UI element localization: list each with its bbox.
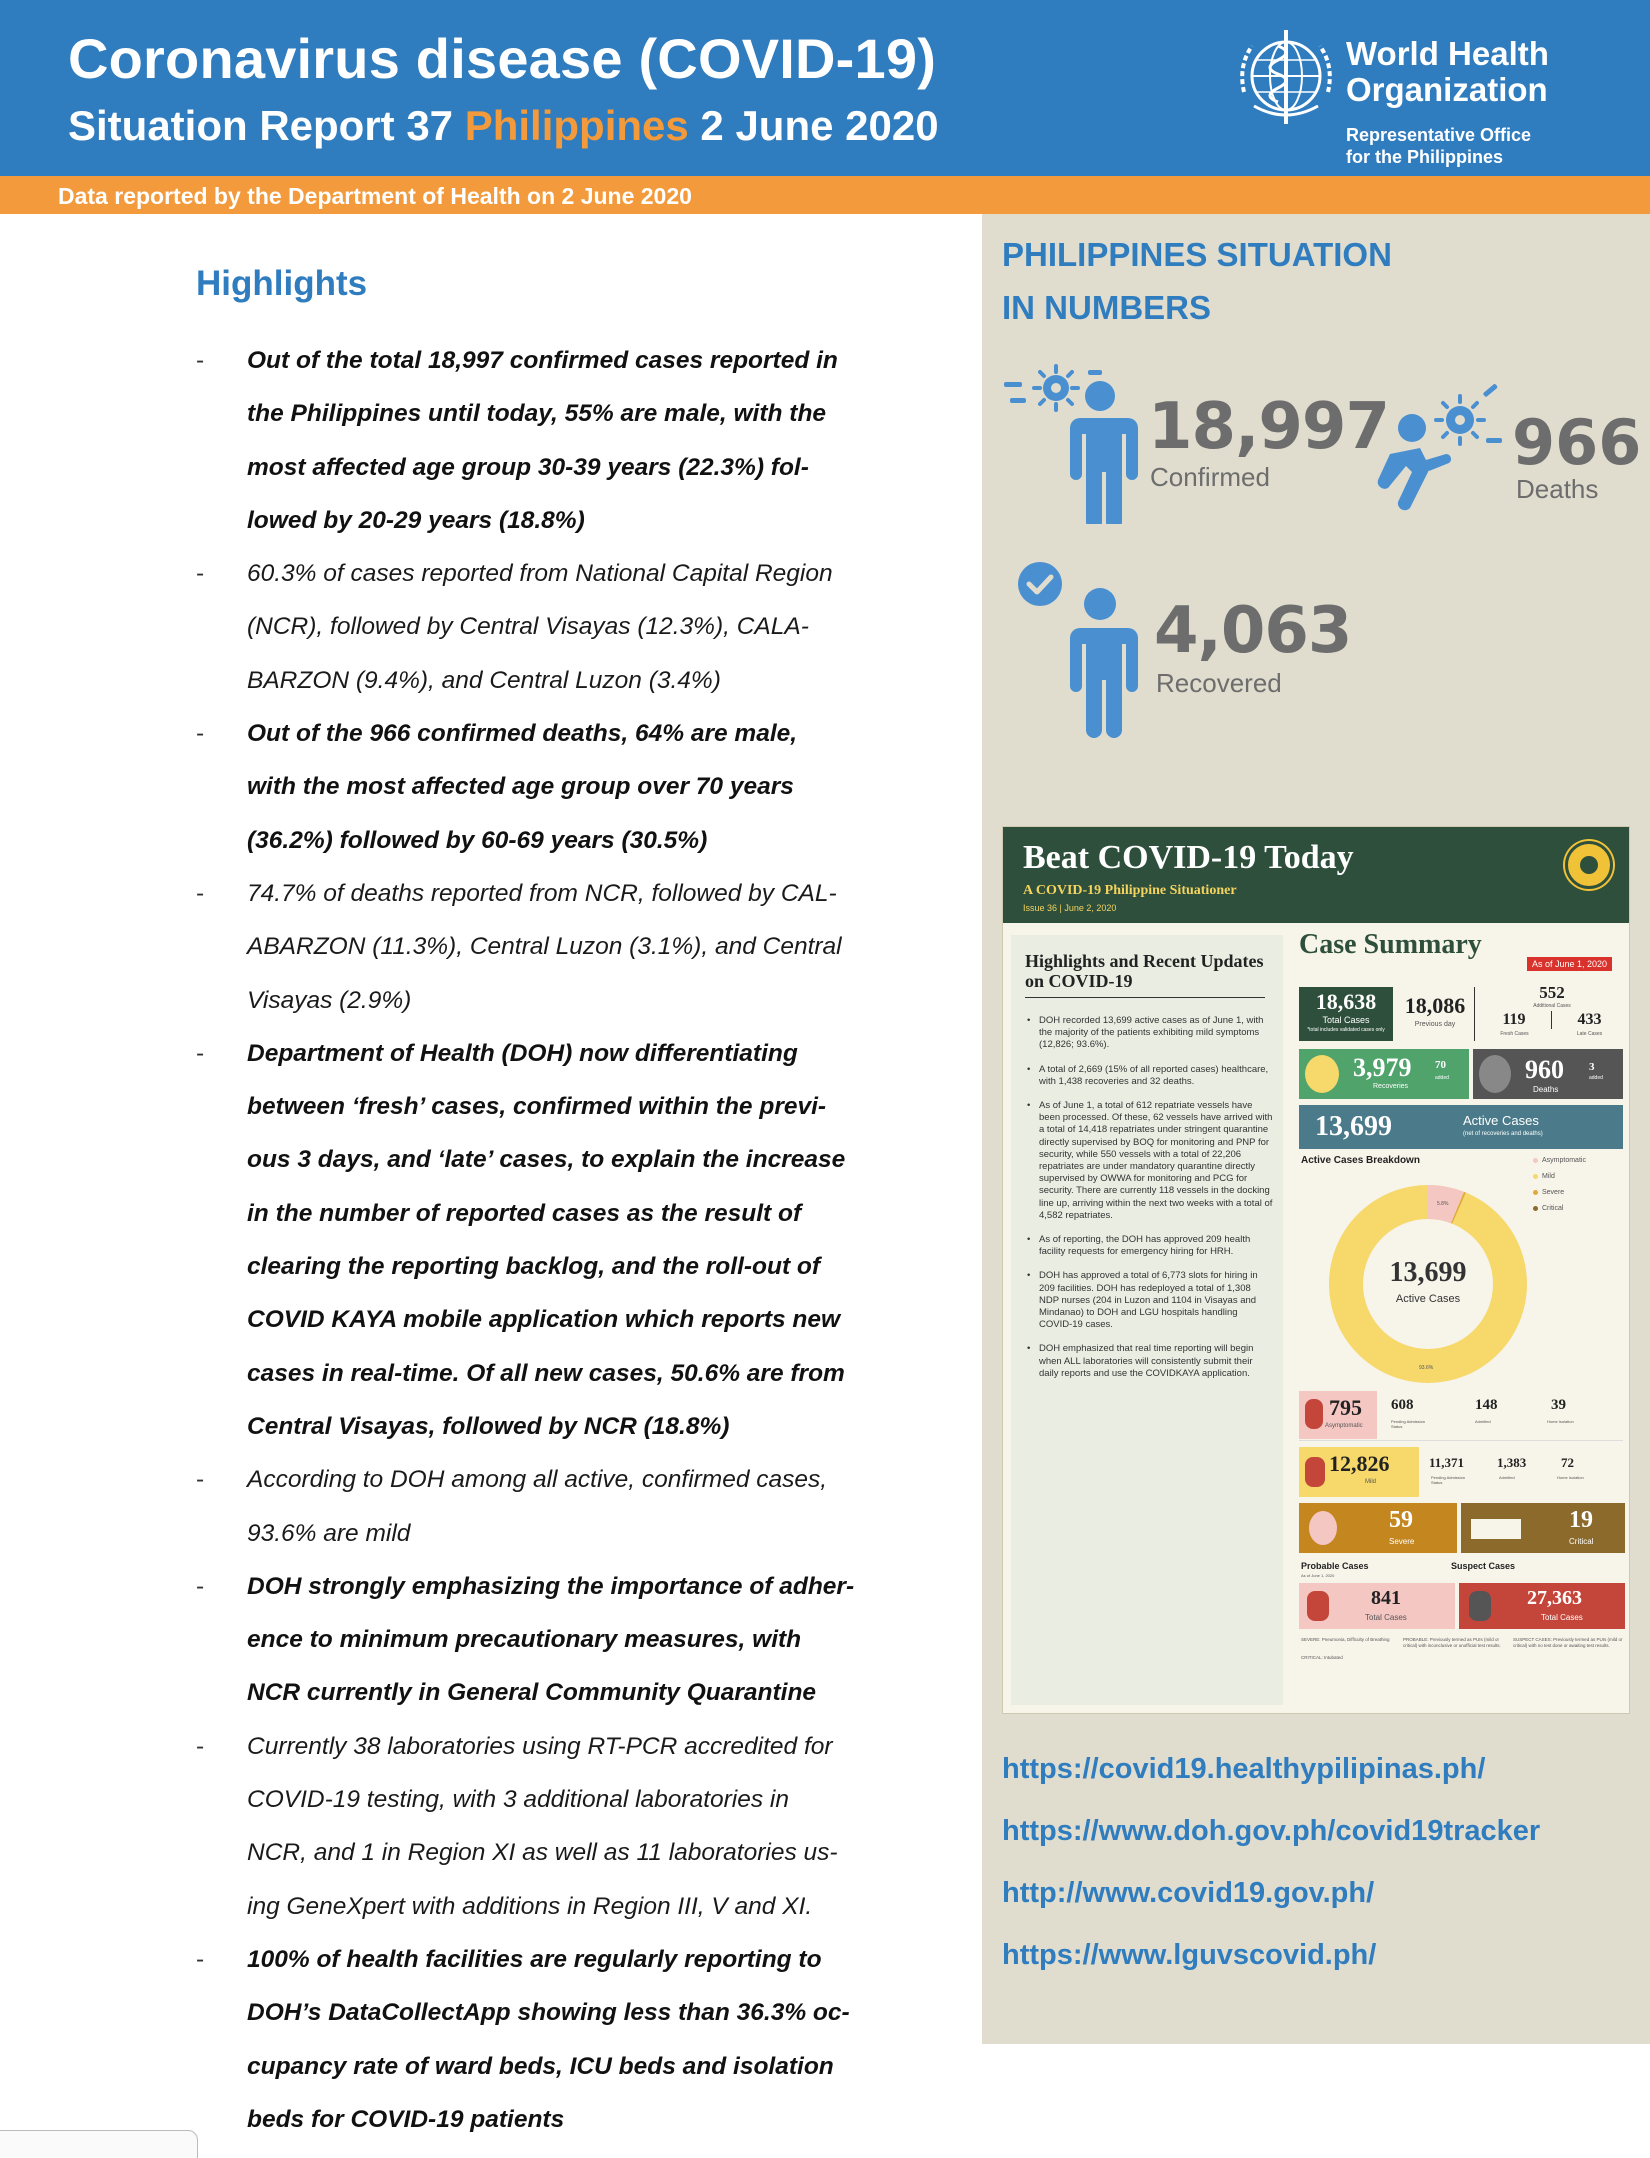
highlight-line: cupancy rate of ward beds, ICU beds and isolation: [247, 2052, 834, 2080]
bullet-dash: -: [196, 347, 205, 374]
situationer-infographic: [1002, 826, 1630, 1714]
highlight-line: ence to minimum precautionary measures, with: [247, 1626, 802, 1654]
highlight-line: between ‘fresh’ cases, confirmed within the previ-: [247, 1093, 827, 1121]
highlight-line: ABARZON (11.3%), Central Luzon (3.1%), and Central: [247, 933, 842, 961]
donut-label: Active Cases: [1395, 1293, 1461, 1305]
highlight-line: According to DOH among all active, confirmed cases,: [247, 1466, 828, 1494]
data-source-bar: [0, 176, 1650, 214]
active-cases-donut: [1329, 1185, 1527, 1383]
probable-definition: PROBABLE: Previously termed as PUIs (mild or critical) with inconclusive or unofficial test results.: [1403, 1637, 1501, 1648]
severe-definition: SEVERE: Pneumonia, Difficulty of Breathing: [1301, 1637, 1390, 1642]
infographic-issue: Issue 36 | June 2, 2020: [1023, 903, 1117, 913]
update-item: • As of reporting, the DOH has approved 209 health facility requests for emergency hiring for HRH.: [1025, 1234, 1273, 1258]
recovered-person-icon: [1305, 1055, 1339, 1093]
patient-icon: [1309, 1511, 1337, 1545]
person-icon: [1305, 1399, 1323, 1429]
suspect-title: Suspect Cases: [1451, 1561, 1516, 1571]
highlight-line: COVID-19 testing, with 3 additional laboratories in: [247, 1786, 790, 1814]
infographic-title: Beat COVID-19 Today: [1023, 839, 1354, 876]
highlight-item: [196, 707, 896, 867]
infographic-subtitle: A COVID-19 Philippine Situationer: [1023, 883, 1237, 898]
highlight-line: the Philippines until today, 55% are male, with the: [247, 400, 827, 428]
highlight-line: NCR currently in General Community Quarantine: [247, 1679, 817, 1707]
highlights-list: [196, 334, 896, 2146]
updates-title: Highlights and Recent Updates on COVID-19: [1025, 951, 1264, 991]
resource-link[interactable]: http://www.covid19.gov.ph/: [1002, 1877, 1375, 1909]
data-source-note: Data reported by the Department of Health on 2 June 2020: [58, 183, 692, 209]
breakdown-title: Active Cases Breakdown: [1301, 1155, 1420, 1166]
highlight-line: with the most affected age group over 70 years: [247, 773, 794, 801]
case-summary-date: As of June 1, 2020: [1527, 957, 1612, 971]
resource-links: [1002, 1738, 1540, 1986]
recovered-label: Recovered: [1156, 668, 1282, 698]
update-item: • As of June 1, a total of 612 repatriate vessels have been processed. Of these, 62 vessels have arrived with a total of 14,418 repatriates under stringent quarantine directly supervised by BOQ for monitoring and PNP for security, while 550 vessels with a total of 22,206 repatriates are under mandatory quarantine directly supervised by OWWA for monitoring and PCG for security. There are currently 118 vessels in the docking line up, arriving within the next two weeks with a total of 4,582 repatriates.: [1025, 1100, 1273, 1222]
highlight-line: COVID KAYA mobile application which reports new: [247, 1306, 841, 1334]
legend-dot-icon: [1533, 1190, 1538, 1195]
updates-divider: [1025, 997, 1265, 998]
asymptomatic-box: 795 Asymptomatic: [1299, 1391, 1377, 1439]
legend-dot-icon: [1533, 1206, 1538, 1211]
highlight-line: DOH strongly emphasizing the importance of adher-: [247, 1572, 855, 1600]
highlight-item: [196, 1560, 896, 1720]
total-cases-box: 18,638 Total Cases *total includes validated cases only: [1299, 987, 1393, 1041]
bullet-dash: -: [196, 720, 205, 748]
highlight-item: [196, 1933, 896, 2146]
probable-box: 841 Total Cases: [1299, 1583, 1455, 1629]
active-cases-box: 13,699 Active Cases (net of recoveries and deaths): [1299, 1105, 1623, 1149]
highlight-line: Visayas (2.9%): [247, 986, 412, 1014]
update-item: • A total of 2,669 (15% of all reported cases) healthcare, with 1,438 recoveries and 32 deaths.: [1025, 1064, 1273, 1088]
person-icon: [1469, 1591, 1491, 1621]
highlight-line: ing GeneXpert with additions in Region III, V and XI.: [247, 1892, 813, 1920]
resource-link[interactable]: https://covid19.healthypilipinas.ph/: [1002, 1753, 1486, 1785]
legend-dot-icon: [1533, 1174, 1538, 1179]
person-icon: [1305, 1457, 1325, 1487]
report-number: Situation Report 37: [68, 102, 454, 149]
legend-item: [1533, 1205, 1563, 1212]
mild-box: 12,826 Mild: [1299, 1447, 1419, 1497]
previous-day-box: 18,086 Previous day: [1397, 987, 1475, 1041]
severe-box: 59 Severe: [1299, 1503, 1457, 1553]
deaths-label: Deaths: [1516, 474, 1599, 504]
highlight-line: DOH’s DataCollectApp showing less than 36.3% oc-: [247, 1999, 850, 2027]
highlight-line: Out of the 966 confirmed deaths, 64% are male,: [247, 720, 798, 748]
confirmed-person-icon: [1000, 354, 1150, 524]
legend-label: Severe: [1542, 1189, 1565, 1196]
legend-item: [1533, 1189, 1564, 1196]
highlight-line: BARZON (9.4%), and Central Luzon (3.4%): [247, 666, 721, 694]
critical-box: 19 Critical: [1461, 1503, 1625, 1553]
report-subtitle: [68, 102, 939, 150]
who-name: World Health Organization: [1346, 35, 1549, 108]
highlight-line: beds for COVID-19 patients: [247, 2105, 565, 2133]
who-office: Representative Office for the Philippines: [1346, 125, 1532, 167]
resource-link[interactable]: https://www.lguvscovid.ph/: [1002, 1939, 1377, 1971]
updates-list: [1025, 1015, 1273, 1392]
legend-item: [1533, 1157, 1586, 1164]
resource-link[interactable]: https://www.doh.gov.ph/covid19tracker: [1002, 1815, 1541, 1847]
confirmed-value: 18,997: [1148, 390, 1389, 464]
legend-label: Asymptomatic: [1542, 1157, 1586, 1164]
report-country: Philippines: [464, 102, 689, 149]
probable-date: As of June 1, 2020: [1301, 1573, 1335, 1578]
highlight-line: 93.6% are mild: [247, 1519, 411, 1547]
highlight-line: 100% of health facilities are regularly reporting to: [247, 1945, 822, 1973]
highlight-line: NCR, and 1 in Region XI as well as 11 laboratories us-: [247, 1839, 838, 1867]
asymptomatic-row: 795 Asymptomatic 608 Pending Admission Status 148 Admitted 39 Home Isolation: [1299, 1391, 1623, 1441]
highlight-item: [196, 1027, 896, 1453]
highlight-line: 60.3% of cases reported from National Capital Region: [247, 560, 833, 588]
recovered-person-icon: [1014, 558, 1164, 738]
bullet-dash: -: [196, 879, 205, 907]
update-item: • DOH recorded 13,699 active cases as of June 1, with the majority of the patients exhibiting mild symptoms (12,826; 93.6%).: [1025, 1015, 1273, 1052]
legend-dot-icon: [1533, 1158, 1538, 1163]
who-emblem-icon: [1232, 22, 1340, 130]
bullet-dash: -: [196, 1039, 205, 1067]
bullet-dash: -: [196, 1945, 205, 1973]
highlight-line: clearing the reporting backlog, and the roll-out of: [247, 1253, 821, 1281]
donut-big-pct: 93.6%: [1419, 1365, 1434, 1371]
highlight-line: Central Visayas, followed by NCR (18.8%): [247, 1412, 730, 1440]
suspect-box: 27,363 Total Cases: [1459, 1583, 1625, 1629]
critical-definition: CRITICAL: Intubated: [1301, 1655, 1343, 1660]
person-icon: [1307, 1591, 1329, 1621]
highlight-line: ous 3 days, and ‘late’ cases, to explain the increase: [247, 1146, 846, 1174]
highlight-line: in the number of reported cases as the result of: [247, 1199, 802, 1227]
mild-row: 12,826 Mild 11,371 1,383 72 Pending Admission Status Admitted Home Isolation: [1299, 1447, 1623, 1499]
infographic-updates: [1011, 935, 1283, 1705]
situation-heading: PHILIPPINES SITUATION IN NUMBERS: [1002, 236, 1392, 326]
bullet-dash: -: [196, 1572, 205, 1600]
highlight-line: (36.2%) followed by 60-69 years (30.5%): [247, 826, 708, 854]
probable-title: Probable Cases: [1301, 1561, 1369, 1571]
legend-label: Mild: [1542, 1173, 1555, 1180]
legend-item: [1533, 1173, 1555, 1180]
update-item: • DOH has approved a total of 6,773 slots for hiring in 209 facilities. DOH has redeployed a total of 1,308 NDP nurses (204 in Luzon and 1104 in Visayas and Mindanao) to DOH and LGU hospitals handling COVID-19 cases.: [1025, 1270, 1273, 1331]
legend-label: Critical: [1542, 1205, 1564, 1212]
highlight-item: [196, 1453, 896, 1560]
recovered-value: 4,063: [1154, 594, 1352, 668]
highlight-item: [196, 334, 896, 547]
update-item: • DOH emphasized that real time reporting will begin when ALL laboratories will consistently submit their daily reports and use the COVIDKAYA application.: [1025, 1343, 1273, 1380]
highlight-line: Department of Health (DOH) now differentiating: [247, 1039, 798, 1067]
page-corner-tab: [0, 2130, 198, 2158]
highlight-line: (NCR), followed by Central Visayas (12.3%), CALA-: [247, 613, 809, 641]
deceased-person-icon: [1479, 1055, 1511, 1093]
suspect-definition: SUSPECT CASES: Previously termed as PUIs (mild or critical) with no test done or awaiting test results.: [1513, 1637, 1623, 1648]
report-date: 2 June 2020: [700, 102, 939, 149]
donut-value: 13,699: [1389, 1257, 1467, 1288]
additional-cases-box: 552 Additional Cases 119 433 Fresh Cases Late Cases: [1477, 983, 1627, 1045]
donut-small-pct: 5.8%: [1437, 1201, 1449, 1207]
bullet-dash: -: [196, 1466, 205, 1494]
highlight-line: Currently 38 laboratories using RT-PCR accredited for: [247, 1732, 833, 1760]
highlight-line: cases in real-time. Of all new cases, 50.6% are from: [247, 1359, 845, 1387]
report-header: [0, 0, 1650, 176]
highlight-line: most affected age group 30-39 years (22.3%) fol-: [247, 453, 809, 481]
highlight-line: lowed by 20-29 years (18.8%): [247, 506, 585, 534]
deaths-person-icon: [1370, 372, 1520, 522]
case-summary-title: Case Summary: [1299, 929, 1482, 960]
doh-seal-icon: [1565, 841, 1613, 889]
deaths-value: 966: [1512, 406, 1642, 479]
hospital-bed-icon: [1471, 1519, 1521, 1539]
confirmed-label: Confirmed: [1150, 462, 1270, 492]
highlights-heading: Highlights: [196, 264, 368, 303]
deaths-box: 960 3 added Deaths: [1473, 1049, 1623, 1099]
infographic-header: [1003, 827, 1629, 923]
bullet-dash: -: [196, 1732, 205, 1760]
bullet-dash: -: [196, 560, 205, 588]
highlight-line: Out of the total 18,997 confirmed cases reported in: [247, 347, 838, 374]
report-title: Coronavirus disease (COVID-19): [68, 27, 937, 90]
recoveries-box: 3,979 70 added Recoveries: [1299, 1049, 1469, 1099]
highlight-item: [196, 547, 896, 707]
highlight-item: [196, 1720, 896, 1933]
highlight-item: [196, 867, 896, 1027]
highlight-line: 74.7% of deaths reported from NCR, followed by CAL-: [247, 879, 837, 907]
